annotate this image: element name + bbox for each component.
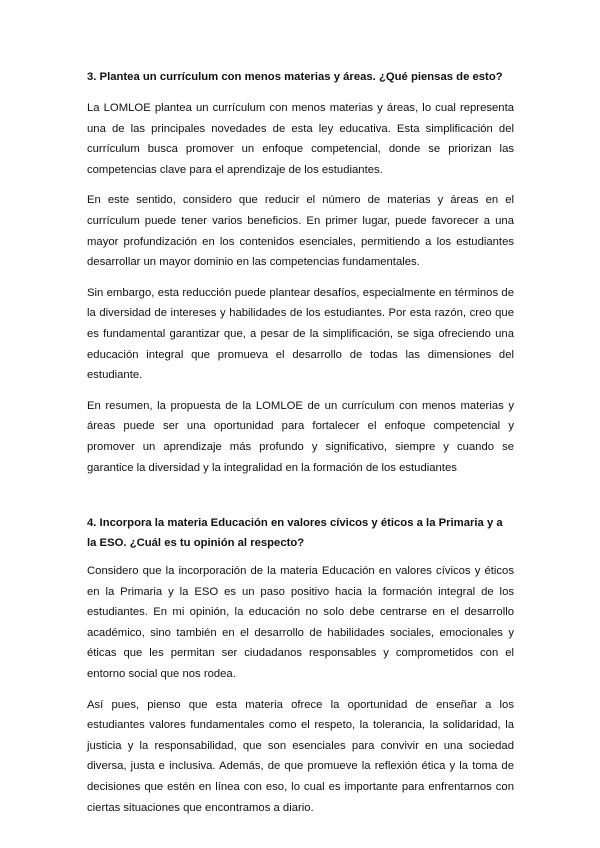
question-3-paragraph-4: En resumen, la propuesta de la LOMLOE de un currículum con menos materias y áreas puede ser una oportunidad para fortalecer el enfoque competencial y promover un aprendizaje más profundo y significativo, siempre y cuando se garantice la diversidad y la integralidad en la formación de los estudiantes xyxy=(87,399,514,474)
question-4-paragraph-1: Considero que la incorporación de la materia Educación en valores cívicos y éticos en la Primaria y la ESO es un paso positivo hacia la formación integral de los estudiantes. En mi opinión, la educación no solo debe centrarse en el desarrollo académico, sino también en el desarrollo de habilidades sociales, emocionales y éticas que les permitan ser ciudadanos responsables y comprometidos con el entorno social que nos rodea. xyxy=(87,565,514,681)
question-3-paragraph-2: En este sentido, considero que reducir el número de materias y áreas en el currículum puede tener varios beneficios. En primer lugar, puede favorecer a una mayor profundización en los contenidos esenciales, permitiendo a los estudiantes desarrollar un mayor dominio en las competencias fundamentales. xyxy=(87,194,514,269)
question-3-paragraph-1: La LOMLOE plantea un currículum con menos materias y áreas, lo cual representa una de las principales novedades de esta ley educativa. Esta simplificación del currículum busca promover un enfoque competencial, donde se priorizan las competencias clave para el aprendizaje de los estudiantes. xyxy=(87,102,514,176)
question-3-paragraph-3: Sin embargo, esta reducción puede plantear desafíos, especialmente en términos de la diversidad de intereses y habilidades de los estudiantes. Por esta razón, creo que es fundamental garantizar que, a pesar de la simplificación, se siga ofreciendo una educación integral que promueva el desarrollo de todas las dimensiones del estudiante. xyxy=(87,286,514,382)
question-3-heading: 3. Plantea un currículum con menos materias y áreas. ¿Qué piensas de esto? xyxy=(87,71,503,83)
question-4-paragraph-2: Así pues, pienso que esta materia ofrece la oportunidad de enseñar a los estudiantes valores fundamentales como el respeto, la tolerancia, la solidaridad, la justicia y la responsabilidad, que son esenciales para convivir en una sociedad diversa, justa e inclusiva. Además, de que promueve la reflexión ética y la toma de decisiones que estén en línea con eso, lo cual es importante para enfrentarnos con ciertas situaciones que encontramos a diario. xyxy=(87,698,514,814)
page-content xyxy=(87,64,514,818)
question-4-heading: 4. Incorpora la materia Educación en valores cívicos y éticos a la Primaria y a la ESO. ¿Cuál es tu opinión al respecto? xyxy=(87,517,503,550)
